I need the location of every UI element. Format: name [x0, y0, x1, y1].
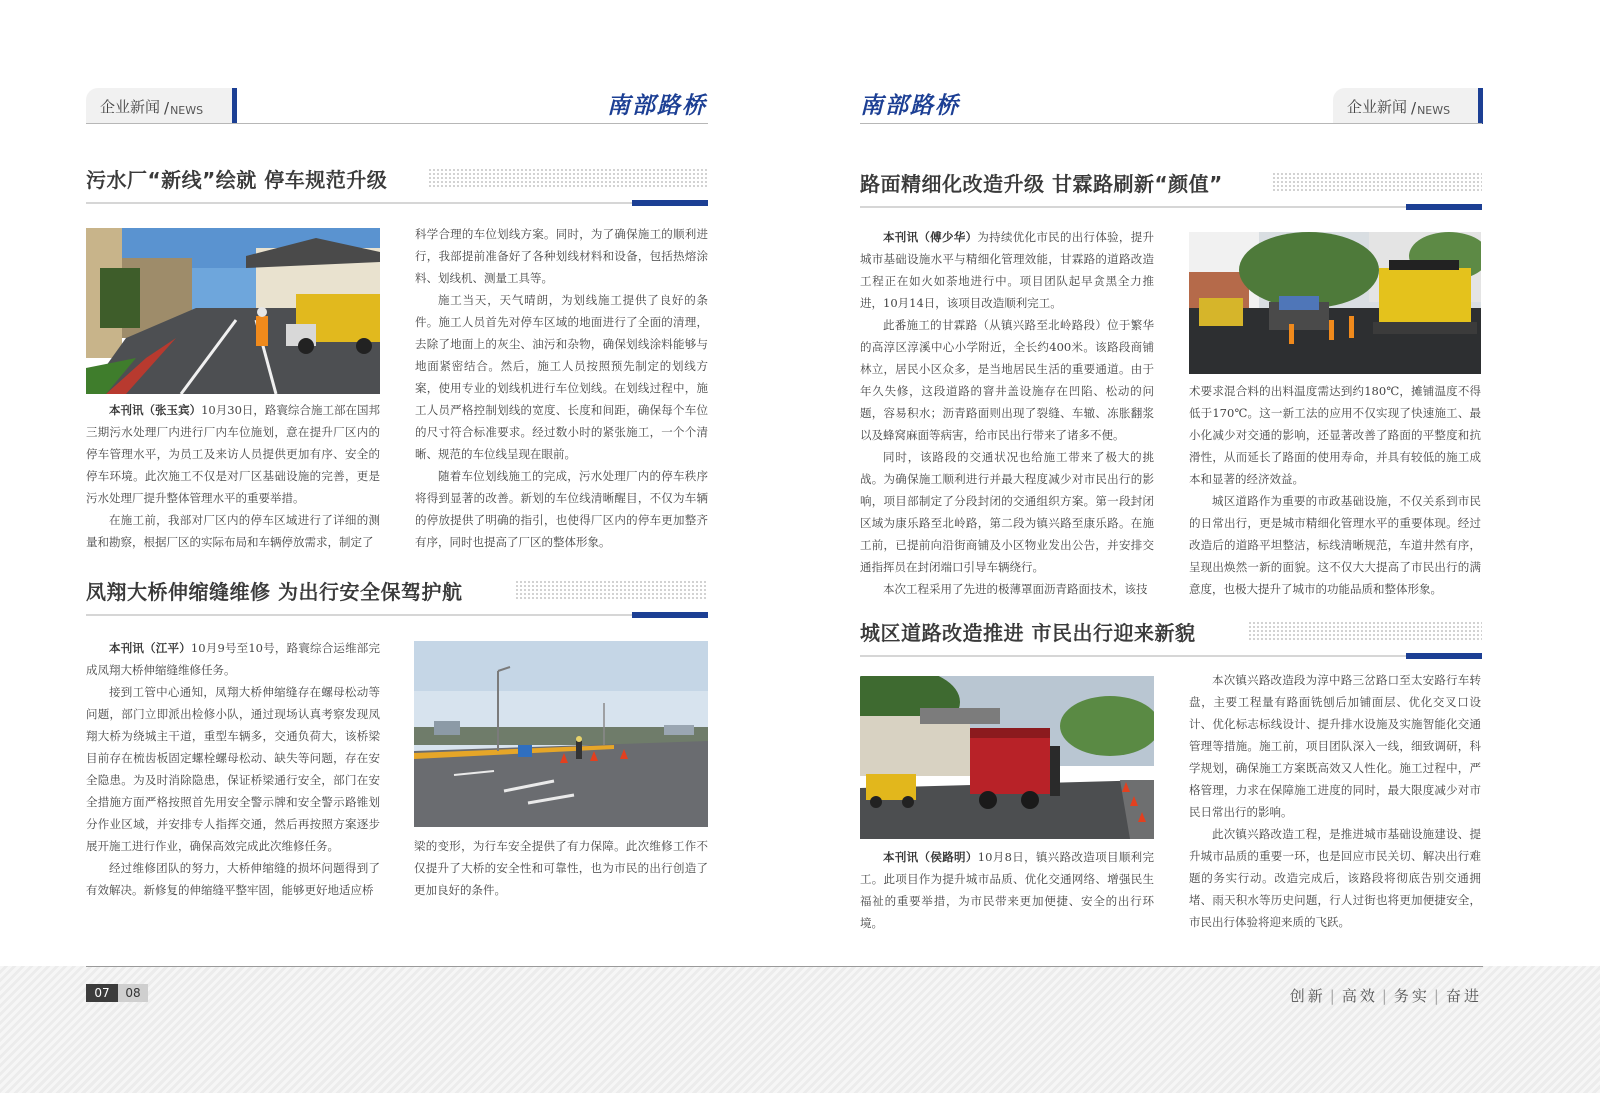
- article-4-col-2: [1189, 669, 1481, 935]
- section-label-cn: 企业新闻: [100, 98, 161, 116]
- paragraph: 梁的变形，为行车安全提供了有力保障。此次维修工作不仅提升了大桥的安全性和可靠性，也为市民的出行创造了更加良好的条件。: [414, 839, 708, 897]
- title-dot-fill: [1272, 172, 1482, 192]
- title-rule: [86, 614, 632, 616]
- title-rule-accent: [632, 200, 708, 206]
- paragraph: 同时，该路段的交通状况也给施工带来了极大的挑战。为确保施工顺利进行并最大程度减少对市民出行的影响，项目部制定了分段封闭的交通组织方案。第一段封闭区域为康乐路至北岭路，第二段为镇兴路至康乐路。在施工前，已提前向沿街商铺及小区物业发出公告，并安排交通指挥员在封闭端口引导车辆绕行。: [860, 450, 1154, 574]
- photo-asphalt-paving: [1189, 232, 1481, 374]
- motto-word: 务实: [1393, 987, 1430, 1005]
- section-label-cn: 企业新闻: [1347, 98, 1408, 116]
- motto-word: 奋进: [1445, 987, 1482, 1005]
- paragraph: 此番施工的甘霖路（从镇兴路至北岭路段）位于繁华的高淳区淳溪中心小学附近，全长约400米。该路段商铺林立，居民小区众多，是当地居民生活的重要通道。由于年久失修，这段道路的窨井盖设施存在凹陷、松动的问题，容易积水；沥青路面则出现了裂缝、车辙、冻胀翻浆以及蜂窝麻面等病害，给市民出行带来了诸多不便。: [860, 318, 1154, 442]
- article-title-3: 路面精细化改造升级 甘霖路刷新“颜值”: [860, 172, 1223, 196]
- brand-logo-right: 南部路桥: [860, 92, 960, 119]
- section-label-en: NEWS: [1417, 104, 1451, 117]
- byline: 本刊讯（傅少华）: [883, 230, 978, 244]
- motto-word: 高效: [1341, 987, 1378, 1005]
- title-rule: [860, 206, 1406, 208]
- paragraph: 随着车位划线施工的完成，污水处理厂内的停车秩序将得到显著的改善。新划的车位线清晰醒目，不仅为车辆的停放提供了明确的指引，也使得厂区内的停车更加整齐有序，同时也提高了厂区的整体形象。: [415, 469, 708, 549]
- title-rule: [860, 655, 1406, 657]
- motto-separator: |: [1381, 987, 1390, 1005]
- section-label-en: NEWS: [170, 104, 204, 117]
- paragraph: 本次镇兴路改造段为淳中路三岔路口至太安路行车转盘，主要工程量有路面铣刨后加铺面层、优化交叉口设计、优化标志标线设计、提升排水设施及实施智能化交通管理等措施。施工前，项目团队深入一线，细致调研，科学规划，确保施工方案既高效又人性化。施工过程中，严格管理，力求在保障施工进度的同时，最大限度减少对市民日常出行的影响。: [1189, 673, 1481, 819]
- header-rule-right: [860, 123, 1482, 124]
- paragraph: 经过维修团队的努力，大桥伸缩缝的损坏问题得到了有效解决。新修复的伸缩缝平整牢固，能够更好地适应桥: [86, 861, 380, 897]
- paragraph: 术要求混合料的出料温度需达到约180℃，摊铺温度不得低于170℃。这一新工法的应用不仅实现了快速施工、最小化减少对交通的影响，还显著改善了路面的平整度和抗滑性，从而延长了路面的使用寿命，并具有较低的施工成本和显著的经济效益。: [1189, 384, 1481, 486]
- title-rule: [86, 202, 632, 204]
- header-rule-left: [86, 123, 708, 124]
- paragraph: 本刊讯（张玉宾）10月30日，路寰综合施工部在国邦三期污水处理厂内进行厂内车位施划，意在提升厂区内的停车管理水平，为员工及来访人员提供更加有序、安全的停车环境。此次施工不仅是对厂区基础设施的完善，更是污水处理厂提升整体管理水平的重要举措。: [86, 403, 380, 505]
- article-1-col-2: [415, 223, 708, 555]
- section-tab-left: [86, 88, 237, 124]
- page-number-left: 07: [86, 984, 118, 1002]
- section-label-slash: /: [164, 99, 170, 117]
- section-label-slash: /: [1411, 99, 1417, 117]
- photo-bridge-expansion-joint: [414, 641, 708, 827]
- title-rule-accent: [1406, 204, 1482, 210]
- paragraph: 本刊讯（傅少华）为持续优化市民的出行体验，提升城市基础设施水平与精细化管理效能，甘霖路的道路改造工程正在如火如荼地进行中。项目团队起早贪黑全力推进，10月14日，该项目改造顺利完工。: [860, 230, 1154, 310]
- brand-logo-left: 南部路桥: [607, 92, 707, 119]
- section-tab-right: [1333, 88, 1483, 124]
- byline: 本刊讯（张玉宾）: [109, 403, 202, 417]
- paragraph: 此次镇兴路改造工程，是推进城市基础设施建设、提升城市品质的重要一环，也是回应市民关切、解决出行难题的务实行动。改造完成后，该路段将彻底告别交通拥堵、雨天积水等历史问题，行人过街也将更加便捷安全，市民出行体验将迎来质的飞跃。: [1189, 827, 1481, 929]
- article-title-2: 凤翔大桥伸缩缝维修 为出行安全保驾护航: [86, 580, 463, 604]
- paragraph: 本刊讯（侯路明）10月8日，镇兴路改造项目顺利完工。此项目作为提升城市品质、优化交通网络、增强民生福祉的重要举措，为市民带来更加便捷、安全的出行环境。: [860, 850, 1154, 930]
- paragraph: 接到工管中心通知，凤翔大桥伸缩缝存在螺母松动等问题，部门立即派出检修小队，通过现场认真考察发现凤翔大桥为绕城主干道，重型车辆多，交通负荷大，该桥梁目前存在梳齿板固定螺栓螺母松动、缺失等问题，存在安全隐患。为及时消除隐患，保证桥梁通行安全，部门在安全措施方面严格按照首先用安全警示牌和安全警示路锥划分作业区域，并安排专人指挥交通，然后再按照方案逐步展开施工进行作业，确保高效完成此次维修任务。: [86, 685, 380, 853]
- article-2-col-2: [414, 835, 708, 901]
- paragraph: 城区道路作为重要的市政基础设施，不仅关系到市民的日常出行，更是城市精细化管理水平的重要体现。经过改造后的道路平坦整洁，标线清晰规范，车道井然有序，呈现出焕然一新的面貌。这不仅大大提高了市民出行的满意度，也极大提升了城市的功能品质和整体形象。: [1189, 494, 1481, 596]
- photo-parking-line-painting: [86, 228, 380, 394]
- motto-separator: |: [1433, 987, 1442, 1005]
- paragraph: 本次工程采用了先进的极薄罩面沥青路面技术，该技: [883, 582, 1148, 596]
- paragraph: 本刊讯（江平）10月9号至10号，路寰综合运维部完成凤翔大桥伸缩缝维修任务。: [86, 641, 380, 677]
- title-dot-fill: [1248, 621, 1482, 641]
- byline: 本刊讯（侯路明）: [883, 850, 978, 864]
- title-dot-fill: [515, 580, 708, 600]
- title-rule-accent: [632, 612, 708, 618]
- paragraph: 在施工前，我部对厂区内的停车区域进行了详细的测量和勘察，根据厂区的实际布局和车辆停放需求，制定了: [86, 513, 380, 549]
- footer-rule: [86, 966, 1483, 967]
- paragraph: 科学合理的车位划线方案。同时，为了确保施工的顺利进行，我部提前准备好了各种划线材料和设备，包括热熔涂料、划线机、测量工具等。: [415, 227, 708, 285]
- article-title-4: 城区道路改造推进 市民出行迎来新貌: [860, 621, 1196, 645]
- article-3-col-1: [860, 226, 1154, 602]
- paragraph: 施工当天，天气晴朗，为划线施工提供了良好的条件。施工人员首先对停车区域的地面进行了全面的清理，去除了地面上的灰尘、油污和杂物，确保划线涂料能够与地面紧密结合。然后，施工人员按照预先制定的划线方案，使用专业的划线机进行车位划线。在划线过程中，施工人员严格控制划线的宽度、长度和间距，确保每个车位的尺寸符合标准要求。经过数小时的紧张施工，一个个清晰、规范的车位线呈现在眼前。: [415, 293, 708, 461]
- article-2-col-1: [86, 637, 380, 901]
- article-title-1: 污水厂“新线”绘就 停车规范升级: [86, 168, 388, 192]
- title-dot-fill: [428, 168, 708, 188]
- motto-word: 创新: [1289, 987, 1326, 1005]
- article-3-col-2: [1189, 380, 1481, 602]
- footer-motto: [1290, 985, 1482, 1006]
- title-rule-accent: [1406, 653, 1482, 659]
- article-4-col-1: [860, 846, 1154, 936]
- byline: 本刊讯（江平）: [109, 641, 191, 655]
- photo-road-renovation-truck: [860, 676, 1154, 839]
- article-1-col-1: [86, 399, 380, 555]
- page-number-right: 08: [118, 984, 148, 1002]
- motto-separator: |: [1329, 987, 1338, 1005]
